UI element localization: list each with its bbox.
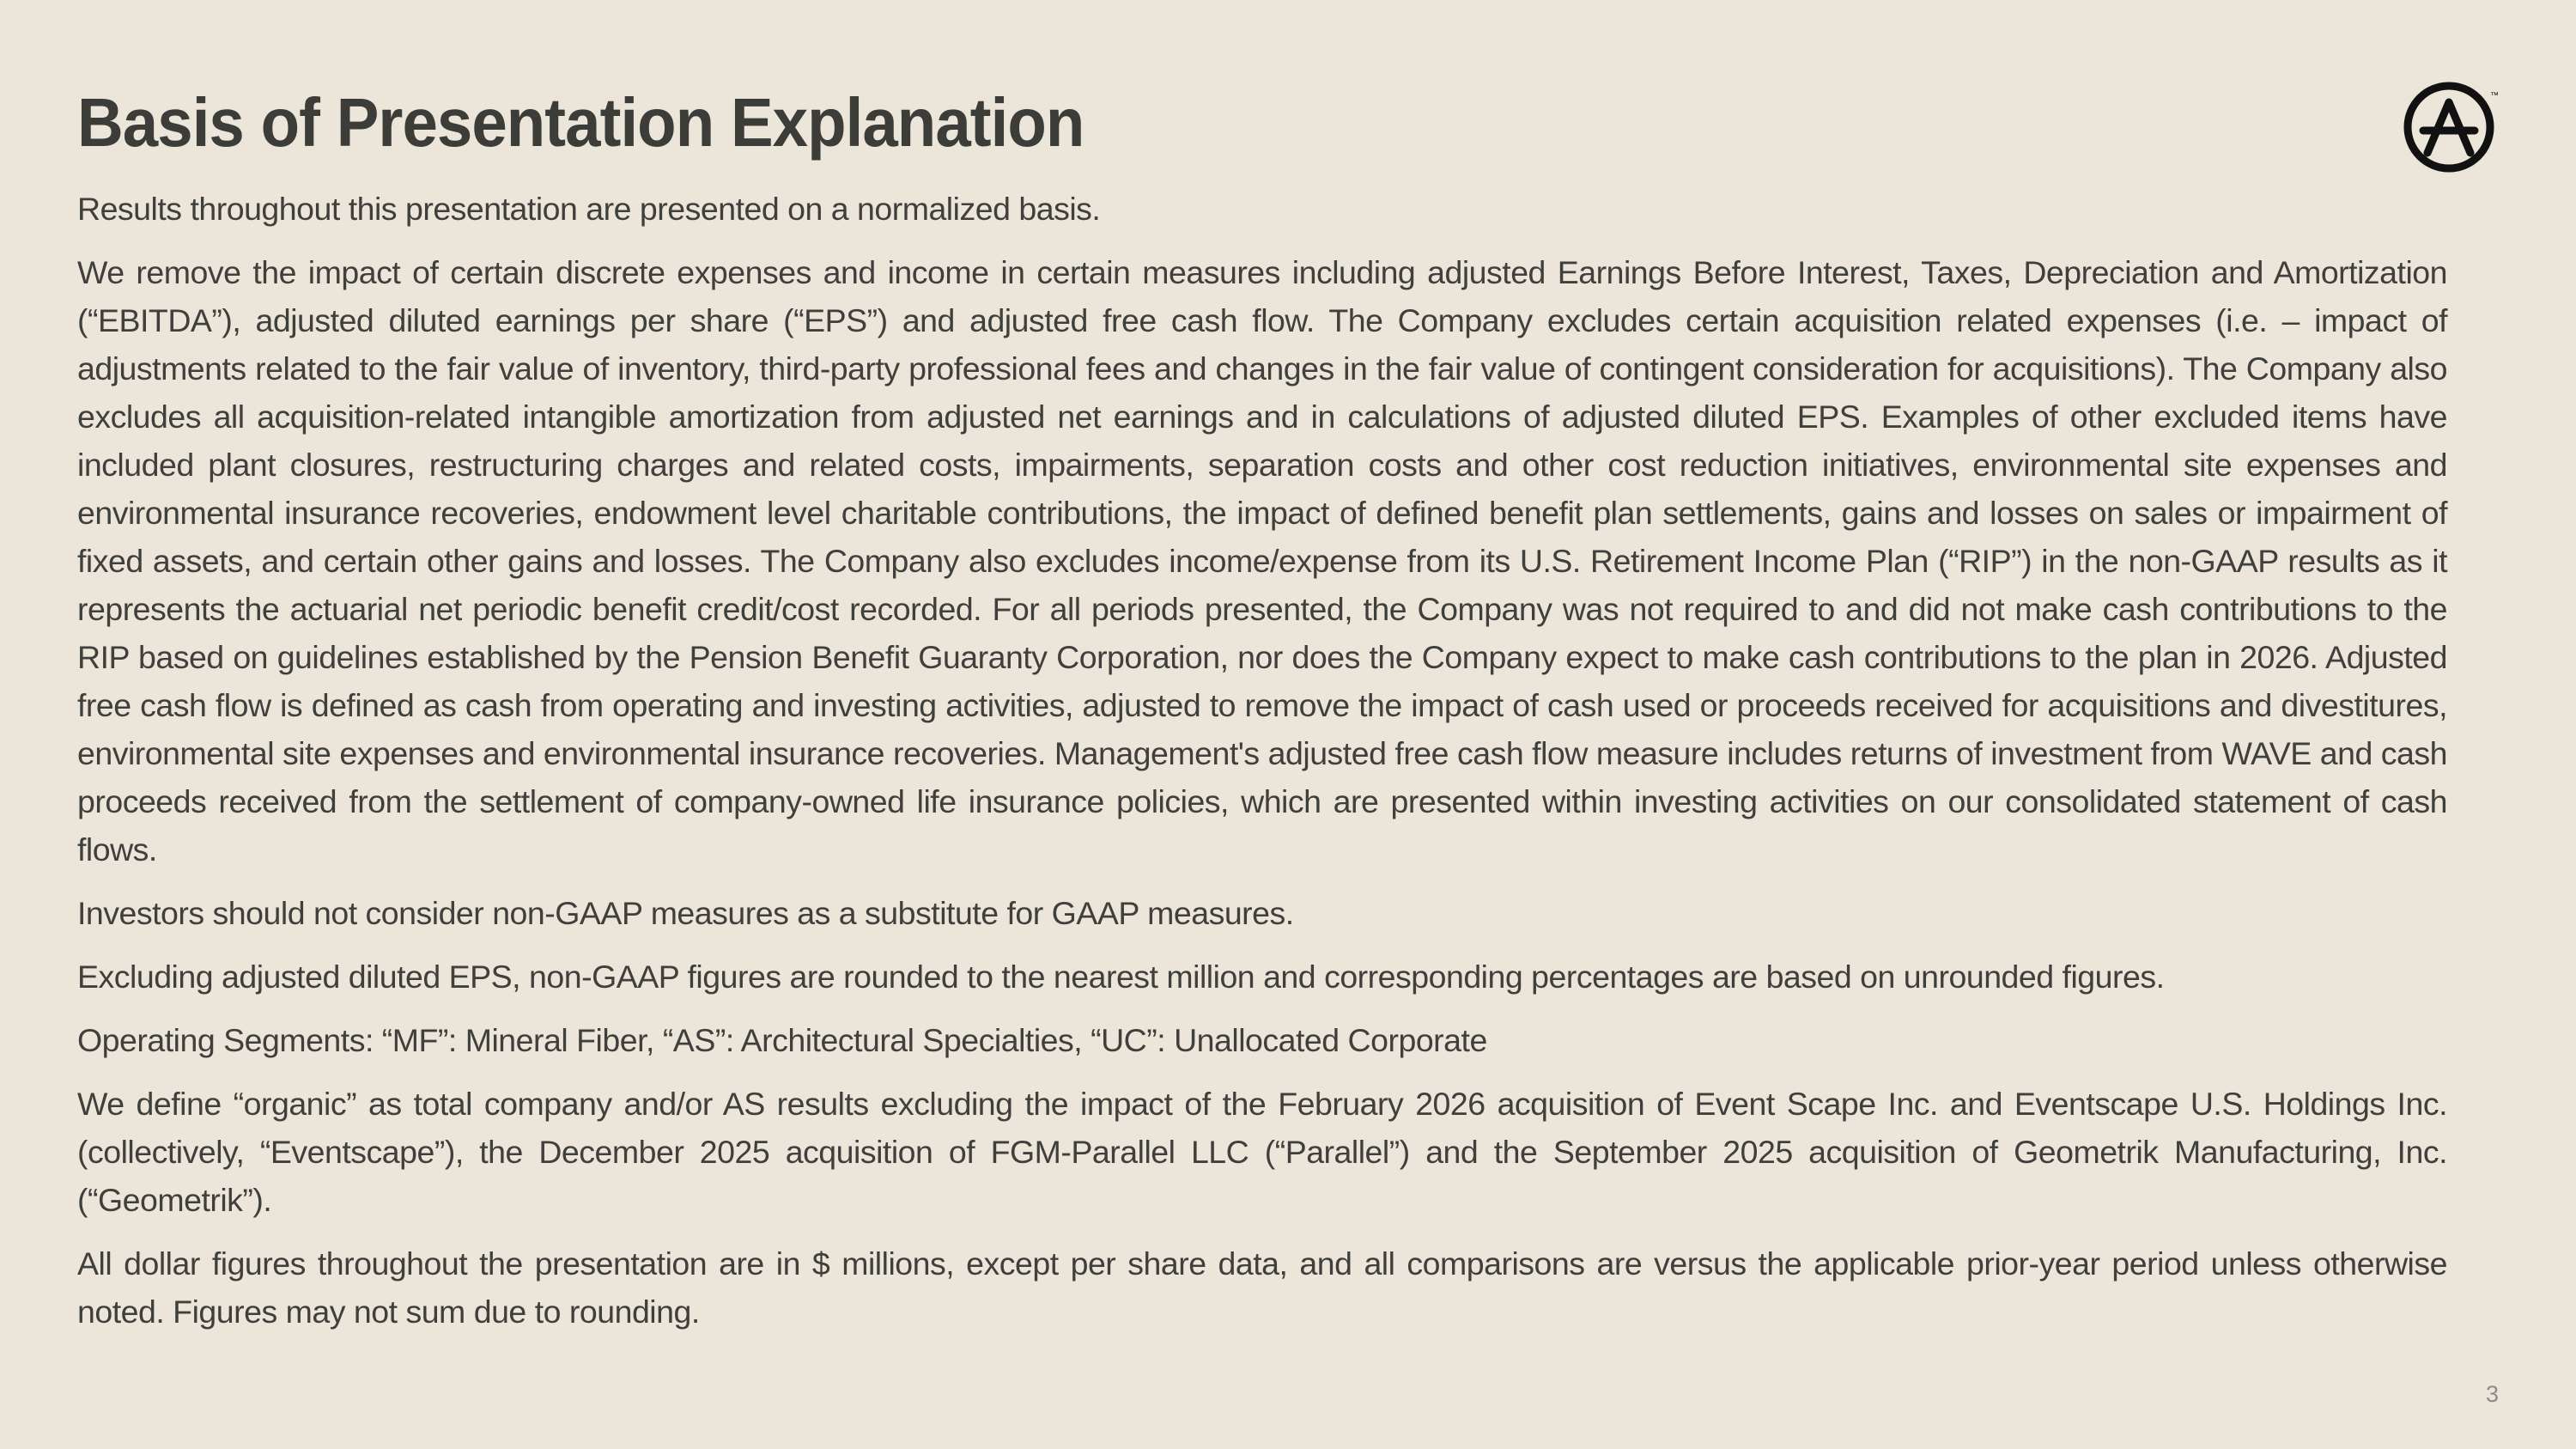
explanation-text: [77, 185, 2447, 1351]
trademark-mark: ™: [2490, 91, 2499, 100]
adjusted-measures-paragraph: We remove the impact of certain discrete expenses and income in certain measures including adjusted Earnings Before Interest, Taxes, Depreciation and Amortization (“EBITDA”), adjusted diluted earnings per share (“EPS”) and adjusted free cash flow. The Company excludes certain acquisition related expenses (i.e. – impact of adjustments related to the fair value of inventory, third-party professional fees and changes in the fair value of contingent consideration for acquisitions). The Company also excludes all acquisition-related intangible amortization from adjusted net earnings and in calculations of adjusted diluted EPS. Examples of other excluded items have included plant closures, restructuring charges and related costs, impairments, separation costs and other cost reduction initiatives, environmental site expenses and environmental insurance recoveries, endowment level charitable contributions, the impact of defined benefit plan settlements, gains and losses on sales or impairment of fixed assets, and certain other gains and losses. The Company also excludes income/expense from its U.S. Retirement Income Plan (“RIP”) in the non-GAAP results as it represents the actuarial net periodic benefit credit/cost recorded. For all periods presented, the Company was not required to and did not make cash contributions to the RIP based on guidelines established by the Pension Benefit Guaranty Corporation, nor does the Company expect to make cash contributions to the plan in 2026. Adjusted free cash flow is defined as cash from operating and investing activities, adjusted to remove the impact of cash used or proceeds received for acquisitions and divestitures, environmental site expenses and environmental insurance recoveries. Management's adjusted free cash flow measure includes returns of investment from WAVE and cash proceeds received from the settlement of company-owned life insurance policies, which are presented within investing activities on our consolidated statement of cash flows.: [77, 254, 2447, 868]
normalized-basis-paragraph: Results throughout this presentation are presented on a normalized basis.: [77, 191, 1101, 227]
organic-definition-paragraph: We define “organic” as total company and/or AS results excluding the impact of the February 2026 acquisition of Event Scape Inc. and Eventscape U.S. Holdings Inc. (collectively, “Eventscape”), the December 2025 acquisition of FGM-Parallel LLC (“Parallel”) and the September 2025 acquisition of Geometrik Manufacturing, Inc. (“Geometrik”).: [77, 1086, 2447, 1218]
dollar-figures-paragraph: All dollar figures throughout the presentation are in $ millions, except per share data, and all comparisons are versus the applicable prior-year period unless otherwise noted. Figures may not sum due to rounding.: [77, 1245, 2447, 1330]
page-number: 3: [2485, 1381, 2499, 1407]
circled-a-logo-icon: [2403, 77, 2504, 179]
operating-segments-paragraph: Operating Segments: “MF”: Mineral Fiber, “AS”: Architectural Specialties, “UC”: Unallocated Corporate: [77, 1022, 1487, 1058]
non-gaap-warning-paragraph: Investors should not consider non-GAAP measures as a substitute for GAAP measures.: [77, 895, 1294, 931]
rounding-paragraph: Excluding adjusted diluted EPS, non-GAAP figures are rounded to the nearest million and corresponding percentages are based on unrounded figures.: [77, 959, 2165, 995]
page-title: Basis of Presentation Explanation: [77, 84, 1084, 161]
